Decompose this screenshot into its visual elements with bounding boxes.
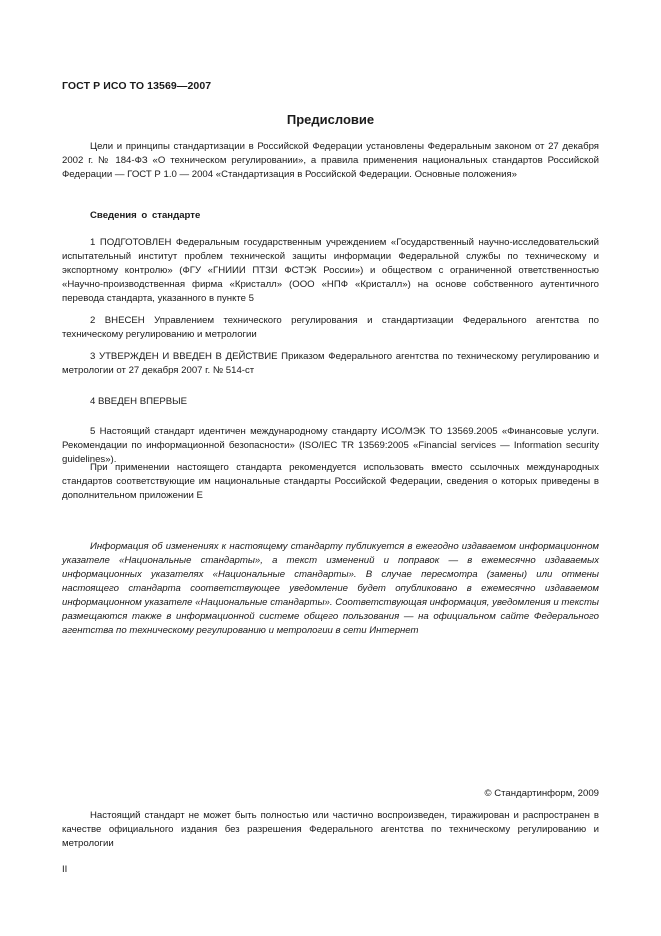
item-paragraph-2 [62,314,599,342]
item-text: 1 ПОДГОТОВЛЕН Федеральным государственным учреждением «Государственный научно-исследовательский испытательный институт проблем технической защиты информации Федеральной службы по техническому и экспортному контролю» (ФГУ «ГНИИИ ПТЗИ ФСТЭК России») и обществом с ограниченной ответственностью «Научно-производственная фирма «Кристалл» (ООО «НПФ «Кристалл») на основе собственного аутентичного перевода стандарта, указанного в пункте 5 [62,237,599,304]
item-text: 2 ВНЕСЕН Управлением технического регулирования и стандартизации Федерального агентства по техническому регулированию и метрологии [62,315,599,340]
standard-code-header: ГОСТ Р ИСО ТО 13569—2007 [62,80,212,92]
change-notice-paragraph [62,540,599,638]
item-text: 4 ВВЕДЕН ВПЕРВЫЕ [90,396,188,407]
item-paragraph-6 [62,461,599,503]
reproduction-notice [62,809,599,851]
item-paragraph-4 [62,395,599,409]
item-text: 3 УТВЕРЖДЕН И ВВЕДЕН В ДЕЙСТВИЕ Приказом Федерального агентства по техническому регулированию и метрологии от 27 декабря 2007 г. № 514-ст [62,351,599,376]
item-paragraph-3 [62,350,599,378]
item-paragraph-1 [62,236,599,306]
copyright-line: © Стандартинформ, 2009 [484,788,599,799]
page-number: II [62,864,68,875]
section-subheading: Сведения о стандарте [90,210,201,221]
item-text: При применении настоящего стандарта рекомендуется использовать вместо ссылочных международных стандартов соответствующие им национальные стандарты Российской Федерации, сведения о которых приведены в дополнительном приложении Е [62,462,599,501]
intro-paragraph [62,140,599,182]
intro-text: Цели и принципы стандартизации в Российской Федерации установлены Федеральным законом от 27 декабря 2002 г. № 184-ФЗ «О техническом регулировании», а правила применения национальных стандартов Российской Федерации — ГОСТ Р 1.0 — 2004 «Стандартизация в Российской Федерации. Основные положения» [62,141,599,180]
reproduction-text: Настоящий стандарт не может быть полностью или частично воспроизведен, тиражирован и распространен в качестве официального издания без разрешения Федерального агентства по техническому регулированию и метрологии [62,810,599,849]
item-text: 5 Настоящий стандарт идентичен международному стандарту ИСО/МЭК ТО 13569.2005 «Финансовые услуги. Рекомендации по информационной безопасности» (ISO/IEC TR 13569:2005 «Financial services — Information security guidelines»). [62,426,599,465]
page-title: Предисловие [286,112,375,127]
notice-text: Информация об изменениях к настоящему стандарту публикуется в ежегодно издаваемом информационном указателе «Национальные стандарты», а текст изменений и поправок — в ежемесячно издаваемых информационных указателях «Национальные стандарты». В случае пересмотра (замены) или отмены настоящего стандарта соответствующее уведомление будет опубликовано в ежемесячно издаваемом информационном указателе «Национальные стандарты». Соответствующая информация, уведомления и тексты размещаются также в информационной системе общего пользования — на официальном сайте Федерального агентства по техническому регулированию и метрологии в сети Интернет [62,541,599,636]
